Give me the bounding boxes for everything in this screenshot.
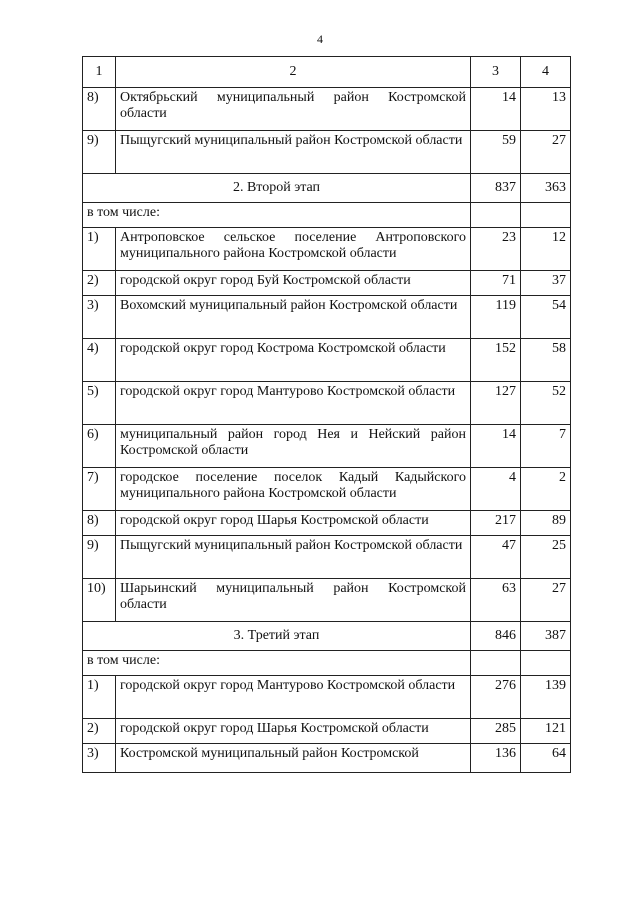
- table-row: [83, 228, 571, 271]
- stage-title: 3. Третий этап: [83, 622, 471, 651]
- row-number: 8): [83, 511, 116, 536]
- row-name: городской округ город Шарья Костромской области: [116, 511, 471, 536]
- row-number: 1): [83, 228, 116, 271]
- row-value-col3: 119: [471, 296, 521, 339]
- including-label: в том числе:: [83, 651, 471, 676]
- row-value-col3: 59: [471, 131, 521, 174]
- row-number: 2): [83, 271, 116, 296]
- row-value-col3: 4: [471, 468, 521, 511]
- table-row: [83, 296, 571, 339]
- row-number: 3): [83, 296, 116, 339]
- row-name: Пыщугский муниципальный район Костромской области: [116, 536, 471, 579]
- table-row: [83, 271, 571, 296]
- including-row: [83, 203, 571, 228]
- stage-total-col3: 846: [471, 622, 521, 651]
- row-number: 4): [83, 339, 116, 382]
- row-number: 1): [83, 676, 116, 719]
- header-col3: 3: [471, 57, 521, 88]
- row-name: городской округ город Мантурово Костромской области: [116, 676, 471, 719]
- row-number: 6): [83, 425, 116, 468]
- row-name: городской округ город Буй Костромской области: [116, 271, 471, 296]
- row-value-col4: 12: [521, 228, 571, 271]
- row-value-col4: 89: [521, 511, 571, 536]
- row-name: муниципальный район город Нея и Нейский район Костромской области: [116, 425, 471, 468]
- row-value-col4: 37: [521, 271, 571, 296]
- table-row: [83, 676, 571, 719]
- page-number: 4: [317, 32, 323, 46]
- data-table: [82, 56, 571, 773]
- row-value-col3: 14: [471, 88, 521, 131]
- table-row: [83, 468, 571, 511]
- stage-row: [83, 622, 571, 651]
- row-number: 3): [83, 744, 116, 773]
- row-value-col3: 136: [471, 744, 521, 773]
- row-value-col3: 23: [471, 228, 521, 271]
- row-name: Октябрьский муниципальный район Костромской области: [116, 88, 471, 131]
- table-row: [83, 511, 571, 536]
- row-name: городской округ город Мантурово Костромской области: [116, 382, 471, 425]
- row-value-col4: 121: [521, 719, 571, 744]
- table-row: [83, 131, 571, 174]
- row-value-col4: 7: [521, 425, 571, 468]
- row-number: 5): [83, 382, 116, 425]
- table-row: [83, 744, 571, 773]
- table-row: [83, 382, 571, 425]
- row-name: городское поселение поселок Кадый Кадыйского муниципального района Костромской области: [116, 468, 471, 511]
- row-number: 9): [83, 131, 116, 174]
- row-name: Шарьинский муниципальный район Костромской области: [116, 579, 471, 622]
- row-number: 10): [83, 579, 116, 622]
- row-value-col4: 52: [521, 382, 571, 425]
- header-col2: 2: [116, 57, 471, 88]
- table-row: [83, 425, 571, 468]
- row-value-col3: 14: [471, 425, 521, 468]
- row-value-col4: 64: [521, 744, 571, 773]
- stage-total-col3: 837: [471, 174, 521, 203]
- table-row: [83, 579, 571, 622]
- stage-total-col4: 363: [521, 174, 571, 203]
- row-value-col4: 54: [521, 296, 571, 339]
- row-value-col4: 139: [521, 676, 571, 719]
- row-value-col4: 13: [521, 88, 571, 131]
- row-number: 2): [83, 719, 116, 744]
- stage-title: 2. Второй этап: [83, 174, 471, 203]
- row-name: Пыщугский муниципальный район Костромской области: [116, 131, 471, 174]
- row-name: городской округ город Кострома Костромской области: [116, 339, 471, 382]
- row-value-col4: 58: [521, 339, 571, 382]
- header-col1: 1: [83, 57, 116, 88]
- row-value-col4: 27: [521, 579, 571, 622]
- row-number: 9): [83, 536, 116, 579]
- row-value-col3: 63: [471, 579, 521, 622]
- row-value-col3: 152: [471, 339, 521, 382]
- row-value-col4: 25: [521, 536, 571, 579]
- row-name: Вохомский муниципальный район Костромской области: [116, 296, 471, 339]
- row-value-col3: 71: [471, 271, 521, 296]
- row-number: 7): [83, 468, 116, 511]
- row-name: Антроповское сельское поселение Антроповского муниципального района Костромской области: [116, 228, 471, 271]
- row-value-col4: 27: [521, 131, 571, 174]
- table-row: [83, 536, 571, 579]
- row-number: 8): [83, 88, 116, 131]
- row-value-col3: 47: [471, 536, 521, 579]
- row-value-col3: 127: [471, 382, 521, 425]
- including-label: в том числе:: [83, 203, 471, 228]
- including-row: [83, 651, 571, 676]
- row-value-col3: 276: [471, 676, 521, 719]
- table-row: [83, 719, 571, 744]
- row-name: городской округ город Шарья Костромской области: [116, 719, 471, 744]
- header-col4: 4: [521, 57, 571, 88]
- table-row: [83, 88, 571, 131]
- stage-total-col4: 387: [521, 622, 571, 651]
- stage-row: [83, 174, 571, 203]
- table-row: [83, 339, 571, 382]
- row-value-col4: 2: [521, 468, 571, 511]
- table-header-row: [83, 57, 571, 88]
- row-value-col3: 285: [471, 719, 521, 744]
- row-name: Костромской муниципальный район Костромской: [116, 744, 471, 773]
- row-value-col3: 217: [471, 511, 521, 536]
